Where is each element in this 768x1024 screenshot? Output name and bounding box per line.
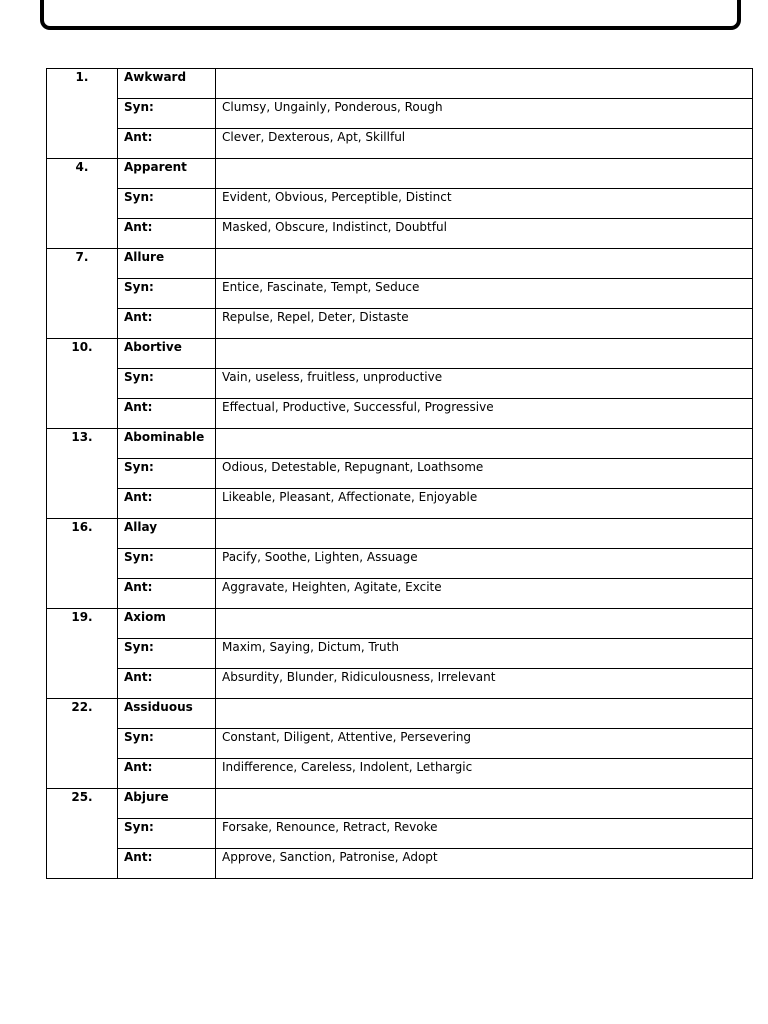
- antonym-values: Masked, Obscure, Indistinct, Doubtful: [216, 219, 753, 249]
- antonym-values: Clever, Dexterous, Apt, Skillful: [216, 129, 753, 159]
- antonym-values: Approve, Sanction, Patronise, Adopt: [216, 849, 753, 879]
- antonym-label: Ant:: [118, 759, 216, 789]
- synonym-row: [47, 819, 753, 849]
- entry-word-blank: [216, 519, 753, 549]
- synonym-label: Syn:: [118, 459, 216, 489]
- synonym-values: Entice, Fascinate, Tempt, Seduce: [216, 279, 753, 309]
- entry-number: 16.: [47, 519, 118, 609]
- antonym-label: Ant:: [118, 669, 216, 699]
- word-row: [47, 519, 753, 549]
- antonym-values: Indifference, Careless, Indolent, Lethargic: [216, 759, 753, 789]
- subject-header-box: [40, 0, 741, 30]
- word-row: [47, 339, 753, 369]
- entry-word: Axiom: [118, 609, 216, 639]
- antonym-values: Effectual, Productive, Successful, Progressive: [216, 399, 753, 429]
- synonym-row: [47, 279, 753, 309]
- entry-number: 25.: [47, 789, 118, 879]
- antonym-row: [47, 129, 753, 159]
- antonym-label: Ant:: [118, 579, 216, 609]
- synonym-row: [47, 639, 753, 669]
- synonym-values: Constant, Diligent, Attentive, Persevering: [216, 729, 753, 759]
- antonym-row: [47, 579, 753, 609]
- vocabulary-table: [46, 68, 753, 879]
- entry-word: Apparent: [118, 159, 216, 189]
- entry-number: 1.: [47, 69, 118, 159]
- entry-word: Abortive: [118, 339, 216, 369]
- antonym-row: [47, 759, 753, 789]
- entry-word-blank: [216, 429, 753, 459]
- antonym-label: Ant:: [118, 129, 216, 159]
- entry-word: Allay: [118, 519, 216, 549]
- entry-word: Awkward: [118, 69, 216, 99]
- antonym-values: Repulse, Repel, Deter, Distaste: [216, 309, 753, 339]
- entry-word-blank: [216, 339, 753, 369]
- antonym-row: [47, 309, 753, 339]
- entry-word: Abjure: [118, 789, 216, 819]
- antonym-row: [47, 849, 753, 879]
- synonym-row: [47, 189, 753, 219]
- antonym-row: [47, 399, 753, 429]
- synonym-values: Maxim, Saying, Dictum, Truth: [216, 639, 753, 669]
- entry-word-blank: [216, 699, 753, 729]
- entry-number: 19.: [47, 609, 118, 699]
- entry-word-blank: [216, 69, 753, 99]
- synonym-values: Evident, Obvious, Perceptible, Distinct: [216, 189, 753, 219]
- antonym-label: Ant:: [118, 309, 216, 339]
- synonym-label: Syn:: [118, 819, 216, 849]
- antonym-values: Likeable, Pleasant, Affectionate, Enjoyable: [216, 489, 753, 519]
- synonym-values: Forsake, Renounce, Retract, Revoke: [216, 819, 753, 849]
- antonym-label: Ant:: [118, 399, 216, 429]
- synonym-values: Vain, useless, fruitless, unproductive: [216, 369, 753, 399]
- antonym-label: Ant:: [118, 849, 216, 879]
- antonym-label: Ant:: [118, 219, 216, 249]
- entry-number: 10.: [47, 339, 118, 429]
- synonym-label: Syn:: [118, 639, 216, 669]
- word-row: [47, 69, 753, 99]
- entry-word-blank: [216, 789, 753, 819]
- entry-word: Assiduous: [118, 699, 216, 729]
- word-row: [47, 249, 753, 279]
- synonym-row: [47, 549, 753, 579]
- antonym-row: [47, 669, 753, 699]
- antonym-row: [47, 219, 753, 249]
- word-row: [47, 159, 753, 189]
- synonym-row: [47, 99, 753, 129]
- antonym-row: [47, 489, 753, 519]
- antonym-label: Ant:: [118, 489, 216, 519]
- antonym-values: Absurdity, Blunder, Ridiculousness, Irrelevant: [216, 669, 753, 699]
- word-row: [47, 609, 753, 639]
- entry-number: 4.: [47, 159, 118, 249]
- antonym-values: Aggravate, Heighten, Agitate, Excite: [216, 579, 753, 609]
- word-row: [47, 699, 753, 729]
- synonym-label: Syn:: [118, 279, 216, 309]
- entry-word: Allure: [118, 249, 216, 279]
- synonym-label: Syn:: [118, 549, 216, 579]
- synonym-label: Syn:: [118, 369, 216, 399]
- word-row: [47, 789, 753, 819]
- entry-word-blank: [216, 609, 753, 639]
- synonym-label: Syn:: [118, 99, 216, 129]
- synonym-label: Syn:: [118, 729, 216, 759]
- entry-word-blank: [216, 249, 753, 279]
- synonym-label: Syn:: [118, 189, 216, 219]
- entry-word: Abominable: [118, 429, 216, 459]
- word-row: [47, 429, 753, 459]
- synonym-row: [47, 369, 753, 399]
- entry-number: 13.: [47, 429, 118, 519]
- entry-number: 7.: [47, 249, 118, 339]
- synonym-values: Pacify, Soothe, Lighten, Assuage: [216, 549, 753, 579]
- entry-word-blank: [216, 159, 753, 189]
- synonym-values: Clumsy, Ungainly, Ponderous, Rough: [216, 99, 753, 129]
- entry-number: 22.: [47, 699, 118, 789]
- synonym-values: Odious, Detestable, Repugnant, Loathsome: [216, 459, 753, 489]
- synonym-row: [47, 729, 753, 759]
- synonym-row: [47, 459, 753, 489]
